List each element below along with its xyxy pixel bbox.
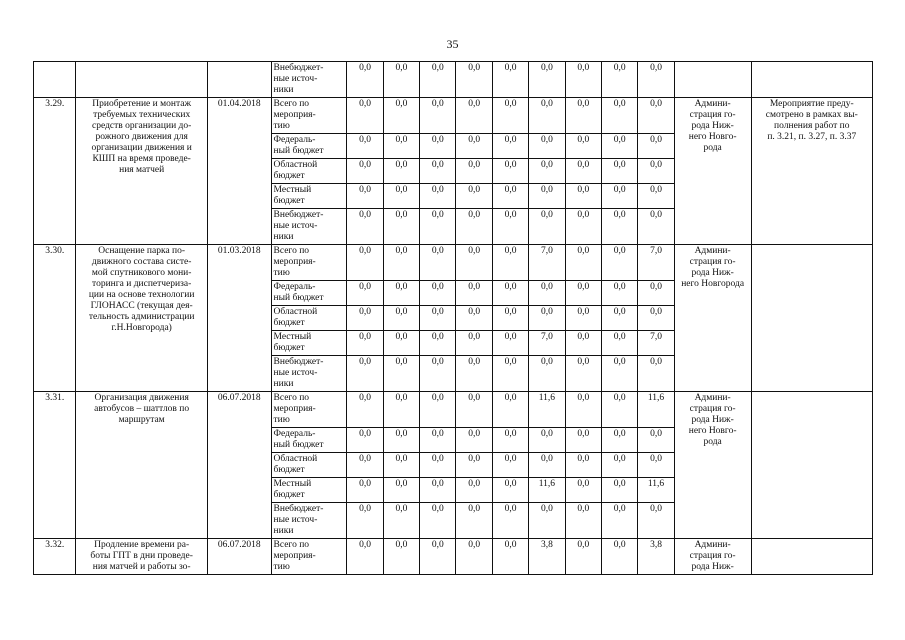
value-cell: 0,0 <box>383 98 419 134</box>
empty-cell <box>207 62 271 98</box>
value-cell: 0,0 <box>420 306 456 331</box>
value-cell: 0,0 <box>565 478 601 503</box>
value-cell: 0,0 <box>638 62 674 98</box>
value-cell: 0,0 <box>565 245 601 281</box>
value-cell: 0,0 <box>601 306 637 331</box>
value-cell: 0,0 <box>456 245 492 281</box>
funding-source: Всего по мероприя- тию <box>271 392 347 428</box>
value-cell: 0,0 <box>420 331 456 356</box>
responsible-executor: Админи- страция го- рода Ниж- него Новгорода <box>674 245 751 392</box>
funding-source: Всего по мероприя- тию <box>271 98 347 134</box>
value-cell: 0,0 <box>601 134 637 159</box>
value-cell: 0,0 <box>565 209 601 245</box>
value-cell: 0,0 <box>456 503 492 539</box>
value-cell: 0,0 <box>347 306 383 331</box>
value-cell: 0,0 <box>529 306 565 331</box>
activity-note <box>751 392 872 539</box>
value-cell: 11,6 <box>529 478 565 503</box>
value-cell: 0,0 <box>601 245 637 281</box>
value-cell: 0,0 <box>383 331 419 356</box>
value-cell: 0,0 <box>638 428 674 453</box>
value-cell: 0,0 <box>601 281 637 306</box>
value-cell: 0,0 <box>529 503 565 539</box>
value-cell: 0,0 <box>456 428 492 453</box>
value-cell: 0,0 <box>456 306 492 331</box>
value-cell: 0,0 <box>420 281 456 306</box>
empty-cell <box>76 62 207 98</box>
value-cell: 0,0 <box>565 539 601 575</box>
value-cell: 0,0 <box>565 331 601 356</box>
value-cell: 0,0 <box>565 453 601 478</box>
value-cell: 0,0 <box>420 539 456 575</box>
value-cell: 0,0 <box>383 245 419 281</box>
value-cell: 0,0 <box>383 539 419 575</box>
value-cell: 0,0 <box>638 134 674 159</box>
value-cell: 0,0 <box>420 184 456 209</box>
value-cell: 0,0 <box>420 98 456 134</box>
value-cell: 0,0 <box>492 184 528 209</box>
activity-note <box>751 539 872 575</box>
funding-source: Областной бюджет <box>271 159 347 184</box>
value-cell: 0,0 <box>529 184 565 209</box>
value-cell: 0,0 <box>420 159 456 184</box>
value-cell: 0,0 <box>601 392 637 428</box>
value-cell: 0,0 <box>347 209 383 245</box>
responsible-executor: Админи- страция го- рода Ниж- него Новго- рода <box>674 392 751 539</box>
value-cell: 0,0 <box>347 503 383 539</box>
budget-table <box>33 61 873 575</box>
value-cell: 0,0 <box>601 453 637 478</box>
value-cell: 0,0 <box>638 503 674 539</box>
funding-source: Местный бюджет <box>271 184 347 209</box>
responsible-executor: Админи- страция го- рода Ниж- <box>674 539 751 575</box>
value-cell: 0,0 <box>565 98 601 134</box>
value-cell: 7,0 <box>529 245 565 281</box>
value-cell: 0,0 <box>420 453 456 478</box>
value-cell: 0,0 <box>383 306 419 331</box>
value-cell: 0,0 <box>529 428 565 453</box>
activity-number: 3.29. <box>34 98 76 245</box>
value-cell: 0,0 <box>529 453 565 478</box>
funding-source: Областной бюджет <box>271 306 347 331</box>
value-cell: 3,8 <box>638 539 674 575</box>
value-cell: 0,0 <box>565 356 601 392</box>
value-cell: 0,0 <box>601 428 637 453</box>
value-cell: 0,0 <box>383 134 419 159</box>
value-cell: 0,0 <box>383 62 419 98</box>
value-cell: 0,0 <box>456 209 492 245</box>
responsible-executor: Админи- страция го- рода Ниж- него Новго- рода <box>674 98 751 245</box>
value-cell: 0,0 <box>456 392 492 428</box>
activity-number: 3.30. <box>34 245 76 392</box>
value-cell: 0,0 <box>456 453 492 478</box>
funding-source: Областной бюджет <box>271 453 347 478</box>
value-cell: 7,0 <box>638 245 674 281</box>
value-cell: 11,6 <box>638 478 674 503</box>
value-cell: 0,0 <box>456 539 492 575</box>
value-cell: 0,0 <box>456 281 492 306</box>
value-cell: 0,0 <box>383 503 419 539</box>
value-cell: 0,0 <box>420 356 456 392</box>
value-cell: 0,0 <box>529 281 565 306</box>
value-cell: 0,0 <box>492 428 528 453</box>
activity-name: Приобретение и монтаж требуемых технических средств организации до- рожного движения для организации движения и КШП на время проведе- ния матчей <box>76 98 207 245</box>
funding-source: Местный бюджет <box>271 478 347 503</box>
value-cell: 0,0 <box>383 184 419 209</box>
activity-note <box>751 245 872 392</box>
funding-source: Федераль- ный бюджет <box>271 281 347 306</box>
value-cell: 0,0 <box>601 356 637 392</box>
value-cell: 0,0 <box>565 306 601 331</box>
value-cell: 0,0 <box>492 209 528 245</box>
value-cell: 0,0 <box>492 503 528 539</box>
value-cell: 0,0 <box>456 356 492 392</box>
value-cell: 0,0 <box>492 356 528 392</box>
continuation-row <box>34 62 873 98</box>
value-cell: 0,0 <box>456 478 492 503</box>
value-cell: 0,0 <box>347 245 383 281</box>
funding-source: Внебюджет- ные источ- ники <box>271 503 347 539</box>
value-cell: 0,0 <box>347 98 383 134</box>
value-cell: 0,0 <box>601 62 637 98</box>
value-cell: 0,0 <box>383 453 419 478</box>
value-cell: 0,0 <box>638 98 674 134</box>
value-cell: 0,0 <box>601 184 637 209</box>
activity-name: Продление времени ра- боты ГПТ в дни проведе- ния матчей и работы зо- <box>76 539 207 575</box>
value-cell: 0,0 <box>492 62 528 98</box>
value-cell: 0,0 <box>347 453 383 478</box>
activity-name: Организация движения автобусов – шаттлов по маршрутам <box>76 392 207 539</box>
value-cell: 0,0 <box>492 478 528 503</box>
value-cell: 0,0 <box>601 478 637 503</box>
value-cell: 0,0 <box>420 209 456 245</box>
value-cell: 0,0 <box>456 184 492 209</box>
value-cell: 0,0 <box>492 98 528 134</box>
value-cell: 0,0 <box>565 62 601 98</box>
value-cell: 0,0 <box>601 209 637 245</box>
table-row <box>34 392 873 428</box>
value-cell: 0,0 <box>492 392 528 428</box>
empty-cell <box>34 62 76 98</box>
value-cell: 0,0 <box>529 134 565 159</box>
value-cell: 0,0 <box>456 331 492 356</box>
value-cell: 0,0 <box>601 503 637 539</box>
value-cell: 0,0 <box>638 159 674 184</box>
table-row <box>34 539 873 575</box>
value-cell: 0,0 <box>347 159 383 184</box>
value-cell: 0,0 <box>347 478 383 503</box>
value-cell: 0,0 <box>492 453 528 478</box>
value-cell: 7,0 <box>638 331 674 356</box>
value-cell: 0,0 <box>383 209 419 245</box>
value-cell: 0,0 <box>601 159 637 184</box>
value-cell: 0,0 <box>565 392 601 428</box>
value-cell: 0,0 <box>456 98 492 134</box>
value-cell: 0,0 <box>601 98 637 134</box>
funding-source: Всего по мероприя- тию <box>271 245 347 281</box>
value-cell: 0,0 <box>492 245 528 281</box>
value-cell: 0,0 <box>383 159 419 184</box>
value-cell: 0,0 <box>492 539 528 575</box>
funding-source: Внебюджет- ные источ- ники <box>271 62 347 98</box>
value-cell: 0,0 <box>492 134 528 159</box>
value-cell: 0,0 <box>529 209 565 245</box>
activity-number: 3.32. <box>34 539 76 575</box>
value-cell: 0,0 <box>601 331 637 356</box>
value-cell: 0,0 <box>456 159 492 184</box>
value-cell: 0,0 <box>420 478 456 503</box>
value-cell: 0,0 <box>529 159 565 184</box>
value-cell: 11,6 <box>638 392 674 428</box>
activity-date: 06.07.2018 <box>207 539 271 575</box>
activity-date: 06.07.2018 <box>207 392 271 539</box>
value-cell: 7,0 <box>529 331 565 356</box>
table-row <box>34 245 873 281</box>
value-cell: 0,0 <box>347 392 383 428</box>
value-cell: 0,0 <box>347 281 383 306</box>
value-cell: 0,0 <box>638 184 674 209</box>
value-cell: 0,0 <box>383 356 419 392</box>
value-cell: 0,0 <box>456 134 492 159</box>
value-cell: 0,0 <box>347 356 383 392</box>
value-cell: 0,0 <box>383 281 419 306</box>
empty-cell <box>674 62 751 98</box>
activity-name: Оснащение парка по- движного состава систе- мой спутникового мони- торинга и диспетчериза- ции на основе технологии ГЛОНАСС (текущая дея- тельность администрации г.Н.Новгорода) <box>76 245 207 392</box>
table-row <box>34 98 873 134</box>
funding-source: Внебюджет- ные источ- ники <box>271 209 347 245</box>
activity-number: 3.31. <box>34 392 76 539</box>
funding-source: Внебюджет- ные источ- ники <box>271 356 347 392</box>
value-cell: 0,0 <box>420 503 456 539</box>
value-cell: 0,0 <box>529 356 565 392</box>
value-cell: 0,0 <box>565 134 601 159</box>
value-cell: 0,0 <box>420 62 456 98</box>
value-cell: 0,0 <box>383 428 419 453</box>
activity-date: 01.03.2018 <box>207 245 271 392</box>
value-cell: 0,0 <box>638 356 674 392</box>
value-cell: 0,0 <box>565 503 601 539</box>
activity-date: 01.04.2018 <box>207 98 271 245</box>
value-cell: 0,0 <box>565 281 601 306</box>
value-cell: 0,0 <box>565 159 601 184</box>
value-cell: 11,6 <box>529 392 565 428</box>
value-cell: 0,0 <box>638 209 674 245</box>
value-cell: 0,0 <box>347 539 383 575</box>
value-cell: 3,8 <box>529 539 565 575</box>
funding-source: Местный бюджет <box>271 331 347 356</box>
table-body <box>34 62 873 575</box>
funding-source: Федераль- ный бюджет <box>271 428 347 453</box>
value-cell: 0,0 <box>565 184 601 209</box>
value-cell: 0,0 <box>420 134 456 159</box>
value-cell: 0,0 <box>420 428 456 453</box>
value-cell: 0,0 <box>529 98 565 134</box>
value-cell: 0,0 <box>347 184 383 209</box>
value-cell: 0,0 <box>601 539 637 575</box>
activity-note: Мероприятие преду- смотрено в рамках вы- полнения работ по п. 3.21, п. 3.27, п. 3.37 <box>751 98 872 245</box>
value-cell: 0,0 <box>638 453 674 478</box>
value-cell: 0,0 <box>492 159 528 184</box>
funding-source: Федераль- ный бюджет <box>271 134 347 159</box>
value-cell: 0,0 <box>492 331 528 356</box>
value-cell: 0,0 <box>383 392 419 428</box>
value-cell: 0,0 <box>638 281 674 306</box>
value-cell: 0,0 <box>456 62 492 98</box>
page-number: 35 <box>446 37 459 51</box>
empty-cell <box>751 62 872 98</box>
value-cell: 0,0 <box>347 428 383 453</box>
value-cell: 0,0 <box>492 281 528 306</box>
value-cell: 0,0 <box>347 134 383 159</box>
funding-source: Всего по мероприя- тию <box>271 539 347 575</box>
value-cell: 0,0 <box>347 331 383 356</box>
value-cell: 0,0 <box>420 245 456 281</box>
value-cell: 0,0 <box>347 62 383 98</box>
value-cell: 0,0 <box>565 428 601 453</box>
value-cell: 0,0 <box>638 306 674 331</box>
value-cell: 0,0 <box>492 306 528 331</box>
value-cell: 0,0 <box>420 392 456 428</box>
value-cell: 0,0 <box>383 478 419 503</box>
value-cell: 0,0 <box>529 62 565 98</box>
